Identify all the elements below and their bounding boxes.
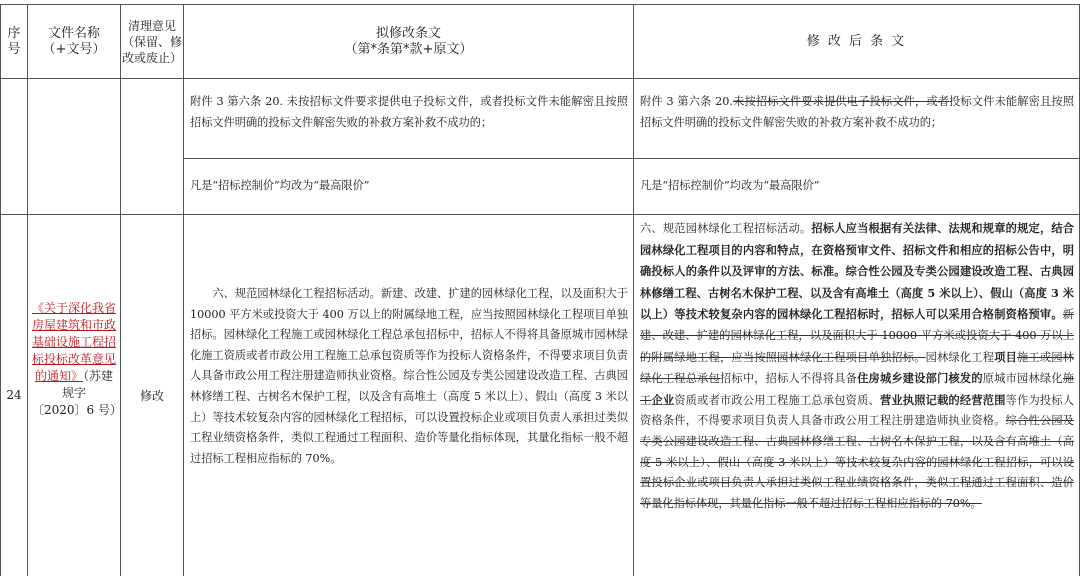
row24-opinion xyxy=(121,214,183,576)
header-proposed xyxy=(184,5,633,78)
revised-added-text: 住房城乡建设部门核发的 xyxy=(857,371,983,386)
revised-kept-text: 资质或者市政公用工程施工总承包资质、 xyxy=(674,393,880,407)
revised-added-text: 营业执照记载的经营范围 xyxy=(879,392,1006,407)
revised-kept-text: 六、规范园林绿化工程招标活动。 xyxy=(640,222,812,235)
row24-opinion-text: 修改 xyxy=(139,388,164,403)
revised-added-text: 招标人应当根据有关法律、法规和规章的规定，结合园林绿化工程项目的内容和特点，在资格预审文件、招标文件和相应的招标公告中，明确投标人的条件以及评审的方法、标准。综合性公园及专类公园建设改造工程、古典园林修缮工程、古树名木保护工程、以及含有高堆土（高度 5 米以上）、假山（高度 3 米以上）等技术较复杂内容的园林绿化工程招标时，招标人可以采用合格制资格预审。 xyxy=(640,221,1074,322)
row24-seq xyxy=(1,214,27,576)
header-opinion xyxy=(121,5,183,78)
revised-attachment3-rest: 投标文件未能解密且按照招标文件明确的投标文件解密失败的补救方案补救不成功的； xyxy=(640,95,1074,129)
revised-deleted-text: 新建、改建、扩建的园林绿化工程，以及面积大于 10000 平方米或投资大于 400 万以上的附属绿地工程，应当按照园林绿化工程项目单独招标。 xyxy=(640,308,1074,364)
row24-file xyxy=(32,300,122,419)
revised-kept-text: 园林绿化工程 xyxy=(925,350,995,364)
row24-proposed-text: 六、规范园林绿化工程招标活动。新建、改建、扩建的园林绿化工程，以及面积大于 10000 平方米或投资大于 400 万以上的附属绿地工程，应当按照园林绿化工程项目单独招标。园林绿化工程施工或园林绿化工程总承包招标中，招标人不得将具备原城市园林绿化施工资质或者市政公用工程施工总承包资质等作为投标人资格条件，不得要求项目负责人具备市政公用工程注册建造师执业资格。综合性公园及专类公园建设改造工程、古典园林修缮工程、古树名木保护工程，以及含有高堆土（高度 5 米以上）、假山（高度 3 米以上）等技术较复杂内容的园林绿化工程招标，可以设置投标企业或项目负责人承担过类似工程业绩资格条件，类似工程通过工程面积、造价等量化指标体现，其量化指标一般不超过招标工程相应指标的 70%。 xyxy=(190,287,628,465)
revised-price-term xyxy=(640,176,1074,197)
col-rule-3 xyxy=(183,4,184,576)
proposed-price-term xyxy=(190,176,628,197)
row24-file-title: 《关于深化我省房屋建筑和市政基础设施工程招标投标改革意见的通知》 xyxy=(32,301,117,383)
header-seq-line1: 序 xyxy=(7,25,21,41)
header-opinion-line1: 清理意见 xyxy=(127,18,176,33)
col-rule-1 xyxy=(27,4,28,576)
row24-proposed xyxy=(190,284,628,469)
header-bottom-rule xyxy=(0,78,1080,79)
proposed-attachment3-item20 xyxy=(190,92,628,133)
proposed-attachment3-text: 附件 3 第六条 20. 未按招标文件要求提供电子投标文件，或者投标文件未能解密且按照招标文件明确的投标文件解密失败的补救方案补救不成功的； xyxy=(190,95,628,129)
header-revised-label: 修 改 后 条 文 xyxy=(806,33,907,49)
header-file-line1: 文件名称 xyxy=(47,25,100,41)
header-opinion-line2: （保留、修 xyxy=(121,34,182,49)
header-seq xyxy=(1,5,27,78)
revised-kept-text: 原城市园林绿化 xyxy=(982,372,1063,386)
col-rule-4 xyxy=(633,4,634,576)
revised-kept-text: 招标中，招标人不得将具备 xyxy=(719,372,858,386)
row24-file-number-line2: 〔2020〕6 号） xyxy=(32,403,122,417)
revised-deleted-text: 施工或园林绿化工程总承包 xyxy=(640,350,1074,386)
revised-deleted-text: 综合性公园及专类公园建设改造工程、古典园林修缮工程、古树名木保护工程，以及含有高堆土（高度 5 米以上）、假山（高度 3 米以上）等技术较复杂内容的园林绿化工程招标，可以设置投标企业或项目负责人承担过类似工程业绩资格条件，类似工程通过工程面积、造价等量化指标体现，其量化指标一般不超过招标工程相应指标的 70%。 xyxy=(640,414,1074,510)
header-seq-line2: 号 xyxy=(7,41,21,57)
revised-added-text: 项目 xyxy=(994,349,1018,364)
header-file xyxy=(28,5,120,78)
header-opinion-line3: 改或废止） xyxy=(121,50,182,65)
row-split-rule xyxy=(183,158,1080,159)
row24-file-number-line1: （苏建规字 xyxy=(61,369,114,400)
header-revised xyxy=(634,5,1079,78)
header-proposed-line2: （第*条第*款+原文） xyxy=(344,41,473,57)
proposed-price-term-text: 凡是“招标控制价”均改为“最高限价” xyxy=(190,179,370,192)
revised-added-text: 企业 xyxy=(651,392,675,407)
header-file-line2: （+文号） xyxy=(42,41,106,57)
revised-attachment3-deleted: 未按招标文件要求提供电子投标文件，或者 xyxy=(732,95,950,108)
header-proposed-line1: 拟修改条文 xyxy=(375,25,441,41)
row24-seq-number: 24 xyxy=(6,388,22,402)
revised-attachment3-prefix: 附件 3 第六条 20. xyxy=(640,95,733,108)
row24-revised xyxy=(640,218,1074,574)
revised-kept-text: 等作为投标人资格条件，不得要求项目负责人具备市政公用工程注册建造师执业资格。 xyxy=(640,393,1074,428)
revised-deleted-text: 施工 xyxy=(640,372,1074,407)
revised-price-term-text: 凡是“招标控制价”均改为“最高限价” xyxy=(640,179,820,192)
revised-attachment3-item20 xyxy=(640,92,1074,133)
